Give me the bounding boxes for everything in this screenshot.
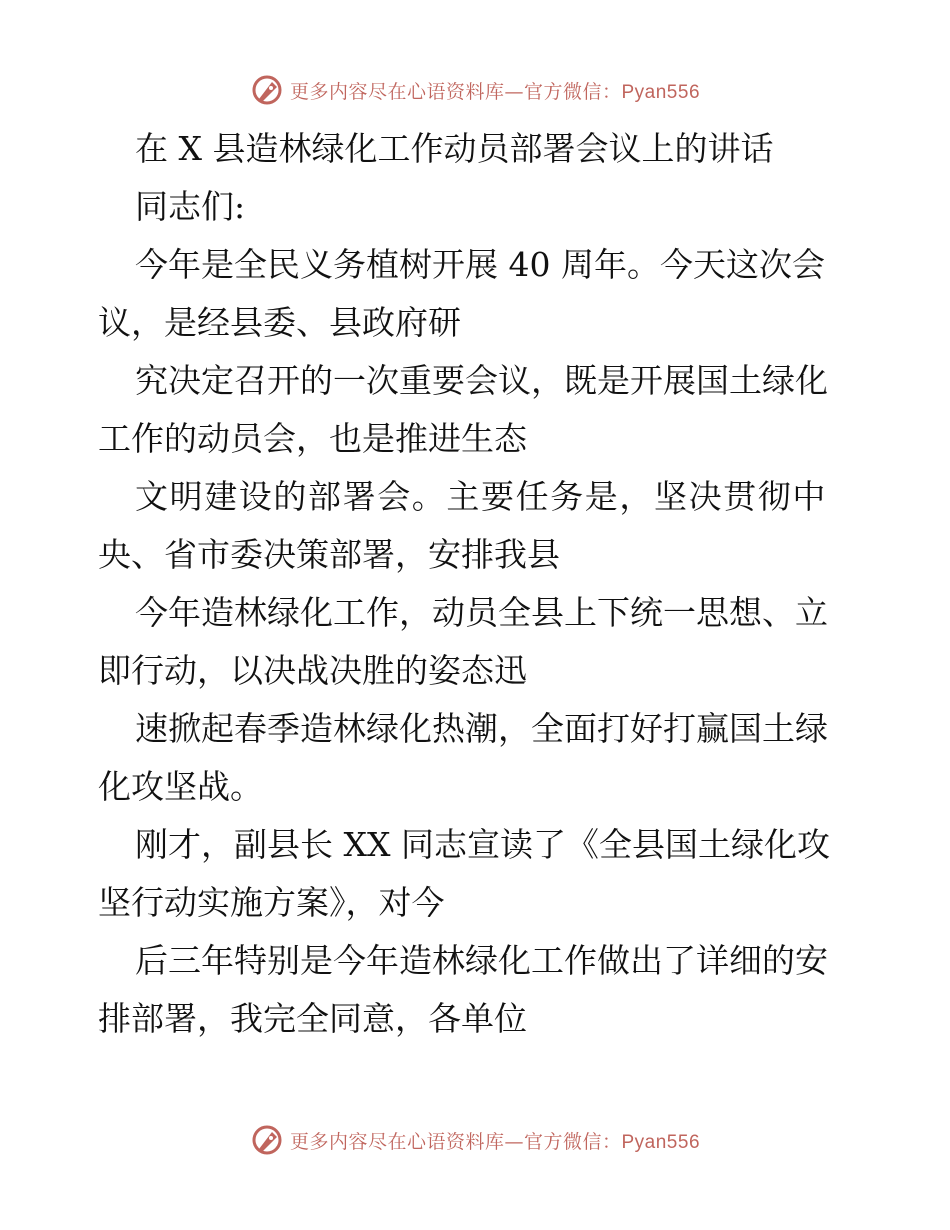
paragraph-line: 议，是经县委、县政府研 (98, 303, 461, 342)
paragraph-line: 文明建设的部署会。主要任务是，坚决贯彻中 (135, 477, 827, 516)
pen-nib-circle-icon (250, 73, 284, 107)
document-body (98, 122, 858, 1050)
paragraph-line: 坚行动实施方案》，对今 (98, 883, 445, 922)
paragraph-line: 化攻坚战。 (98, 767, 263, 806)
paragraph-line: 今年是全民义务植树开展 40 周年。今天这次会 (135, 245, 825, 284)
salutation: 同志们: (135, 187, 246, 226)
paragraph-line: 今年造林绿化工作，动员全县上下统一思想、立 (135, 593, 828, 632)
paragraph-line: 后三年特别是今年造林绿化工作做出了详细的安 (135, 941, 828, 980)
footer-banner-text: 更多内容尽在心语资料库—官方微信：Pyan556 (289, 1130, 701, 1153)
header-banner (0, 70, 950, 110)
header-banner-text: 更多内容尽在心语资料库—官方微信：Pyan556 (289, 80, 701, 103)
document-title: 在 X 县造林绿化工作动员部署会议上的讲话 (135, 129, 774, 168)
wechat-handle: Pyan556 (621, 81, 701, 103)
wechat-handle: Pyan556 (621, 1131, 701, 1153)
paragraph-line: 即行动，以决战决胜的姿态迅 (98, 651, 527, 690)
paragraph-line: 排部署，我完全同意，各单位 (98, 999, 527, 1038)
paragraph-line: 速掀起春季造林绿化热潮，全面打好打赢国土绿 (135, 709, 828, 748)
paragraph-line: 刚才，副县长 XX 同志宣读了《全县国土绿化攻 (135, 825, 830, 864)
paragraph-line: 究决定召开的一次重要会议，既是开展国土绿化 (135, 361, 828, 400)
paragraph-line: 工作的动员会，也是推进生态 (98, 419, 527, 458)
pen-nib-circle-icon (250, 1123, 284, 1157)
paragraph-line: 央、省市委决策部署，安排我县 (98, 535, 560, 574)
footer-banner (0, 1120, 950, 1160)
